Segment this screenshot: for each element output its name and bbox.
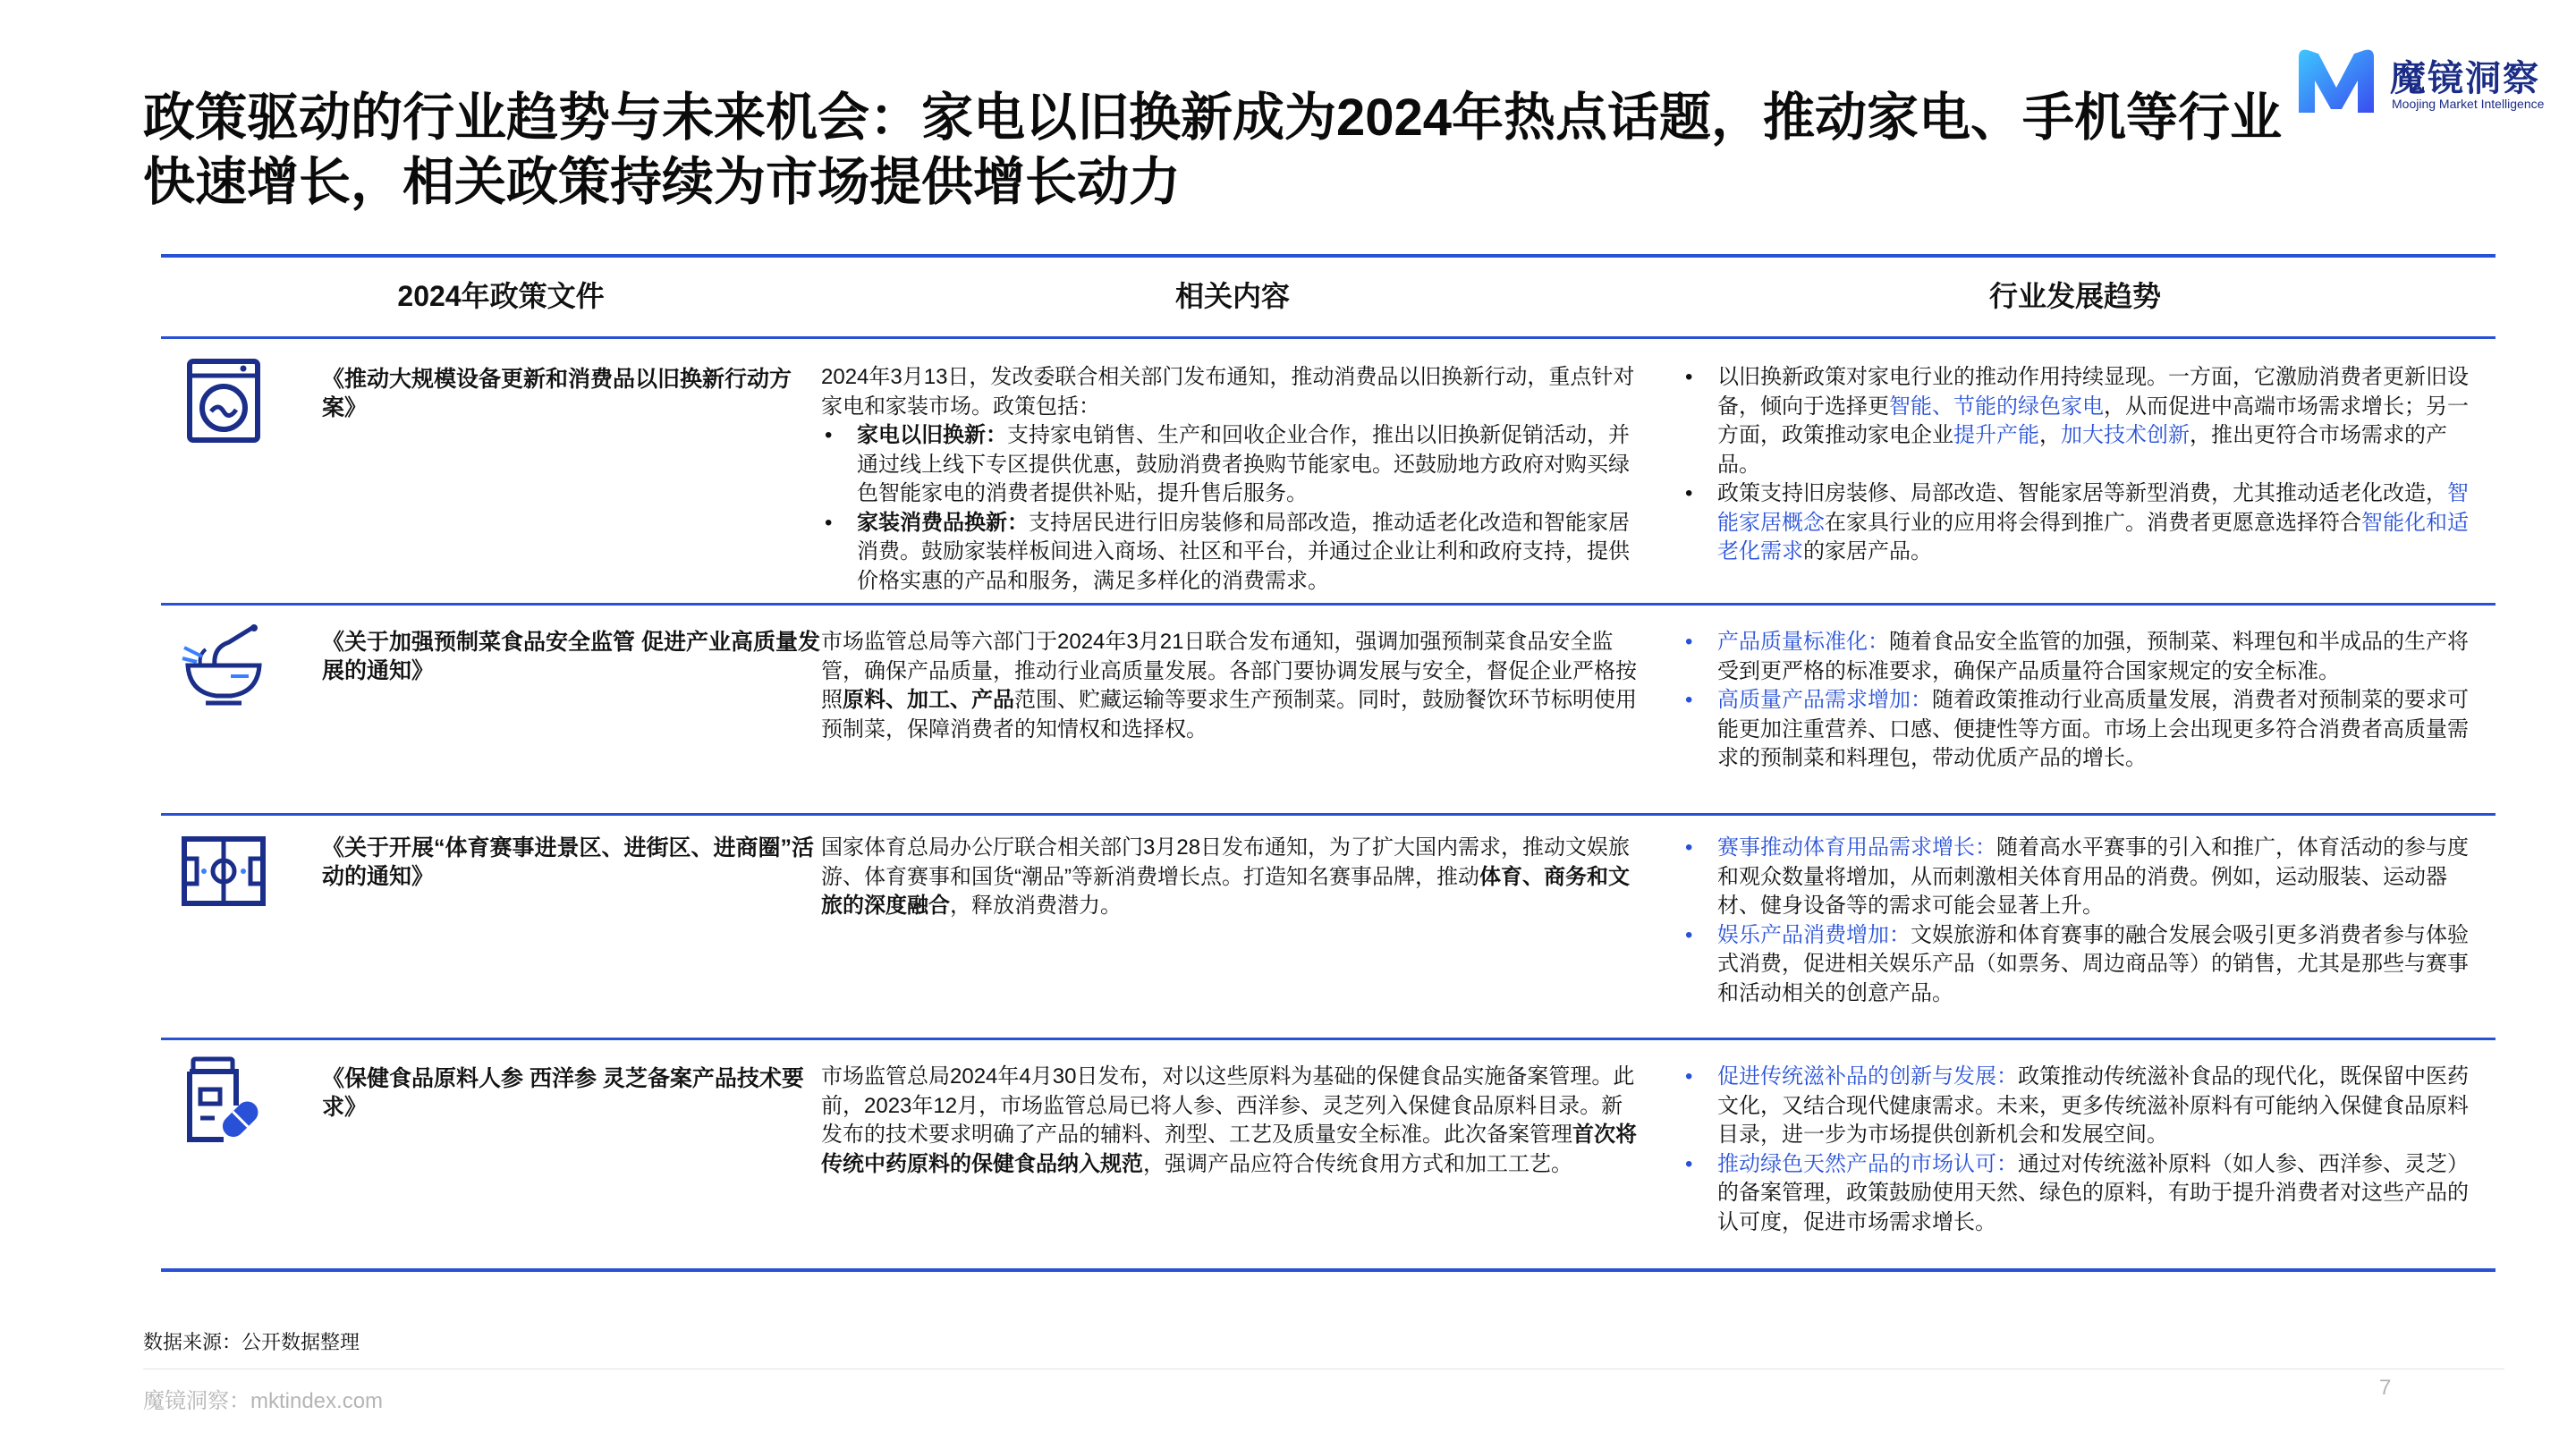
row-divider	[161, 1038, 2496, 1040]
trend-text: 通过对传统滋补原料（如人参、西洋参、灵芝）的备案管理，政策鼓励使用天然、绿色的原料，有助于提升消费者对这些产品的认可度，促进市场需求增长。	[1717, 1151, 2469, 1234]
moojing-logo-icon	[2292, 41, 2381, 122]
trend-highlight: 智能化和适老化需求	[1717, 510, 2469, 564]
trend-text: 随着高水平赛事的引入和推广，体育活动的参与度和观众数量将增加，从而刺激相关体育用品的消费。例如，运动服装、运动器材、健身设备等的需求可能会显著上升。	[1717, 835, 2469, 918]
logo-name-cn: 魔镜洞察	[2390, 59, 2540, 98]
row-divider	[161, 813, 2496, 816]
trend-text: ，从而促进中高端市场需求增长；另一方面，政策推动家电企业	[1717, 394, 2469, 447]
trend-bullet	[1682, 1063, 2469, 1150]
bullet-text: 支持家电销售、生产和回收企业合作，推出以旧换新促销活动，并通过线上线下专区提供优惠，鼓励消费者换购节能家电。还鼓励地方政府对购买绿色智能家电的消费者提供补贴，提升售后服务。	[857, 423, 1630, 505]
trend-text: 的家居产品。	[1803, 539, 1932, 564]
prepared-food-icon	[179, 621, 268, 710]
trend-bullet	[1682, 479, 2469, 567]
footer-brand-url: 魔镜洞察：mktindex.com	[143, 1389, 384, 1413]
brand-logo	[2292, 41, 2560, 122]
bullet-label: 家装消费品换新：	[857, 510, 1029, 535]
content-emphasis: 首次将传统中药原料的保健食品纳入规范	[821, 1123, 1637, 1176]
trend-bullet	[1682, 921, 2469, 1009]
trend-text: 以旧换新政策对家电行业的推动作用持续显现。一方面，它激励消费者更新旧设备，倾向于选择更	[1717, 365, 2469, 419]
content-text: 市场监管总局2024年4月30日发布，对以这些原料为基础的保健食品实施备案管理。此前，2023年12月，市场监管总局已将人参、西洋参、灵芝列入保健食品原料目录。新发布的技术要求明确了产品的辅料、剂型、工艺及质量安全标准。此次备案管理	[821, 1064, 1635, 1147]
trend-bullet	[1682, 628, 2469, 686]
trend-text: 在家具行业的应用将会得到推广。消费者更愿意选择符合	[1825, 510, 2361, 535]
industry-trend	[1682, 363, 2469, 567]
bullet-text: 支持居民进行旧房装修和局部改造，推动适老化改造和智能家居消费。鼓励家装样板间进入商场、社区和平台，并通过企业让利和政府支持，提供价格实惠的产品和服务，满足多样化的消费需求。	[857, 510, 1630, 593]
header-policy: 2024年政策文件	[397, 280, 605, 312]
trend-highlight: 智能、节能的绿色家电	[1889, 394, 2104, 419]
table-bottom-rule	[161, 1268, 2496, 1272]
data-source-note: 数据来源：公开数据整理	[143, 1331, 360, 1353]
bullet-label: 家电以旧换新：	[857, 423, 1007, 447]
trend-highlight: 促进传统滋补品的创新与发展：	[1717, 1064, 2018, 1089]
policy-content	[821, 1063, 1644, 1179]
trend-highlight: 产品质量标准化：	[1717, 630, 1889, 654]
trend-text: 文娱旅游和体育赛事的融合发展会吸引更多消费者参与体验式消费，促进相关娱乐产品（如票务、周边商品等）的销售，尤其是那些与赛事和活动相关的创意产品。	[1717, 922, 2469, 1005]
trend-highlight: 智能家居概念	[1717, 481, 2469, 535]
page-title: 政策驱动的行业趋势与未来机会：家电以旧换新成为2024年热点话题，推动家电、手机等行业快速增长，相关政策持续为市场提供增长动力	[143, 89, 2283, 211]
policy-content	[821, 628, 1644, 744]
header-rule	[161, 336, 2496, 339]
policy-title: 《保健食品原料人参 西洋参 灵芝备案产品技术要求》	[322, 1066, 804, 1120]
policy-title: 《推动大规模设备更新和消费品以旧换新行动方案》	[322, 367, 792, 420]
policy-title: 《关于加强预制菜食品安全监管 促进产业高质量发展的通知》	[322, 630, 820, 683]
industry-trend	[1682, 834, 2469, 1008]
content-text: 市场监管总局等六部门于2024年3月21日联合发布通知，强调加强预制菜食品安全监管，确保产品质量，推动行业高质量发展。各部门要协调发展与安全，督促企业严格按照	[821, 630, 1637, 712]
content-text: 范围、贮藏运输等要求生产预制菜。同时，鼓励餐饮环节标明使用预制菜，保障消费者的知情权和选择权。	[821, 688, 1637, 741]
content-bullet	[821, 421, 1644, 509]
health-supplement-icon	[179, 1055, 268, 1145]
industry-trend	[1682, 1063, 2469, 1237]
trend-text: 随着食品安全监管的加强，预制菜、料理包和半成品的生产将受到更严格的标准要求，确保产品质量符合国家规定的安全标准。	[1717, 630, 2469, 683]
content-text: 国家体育总局办公厅联合相关部门3月28日发布通知，为了扩大国内需求，推动文娱旅游、体育赛事和国货“潮品”等新消费增长点。打造知名赛事品牌，推动	[821, 835, 1631, 889]
content-emphasis: 原料、加工、产品	[843, 688, 1014, 712]
trend-bullet	[1682, 686, 2469, 774]
trend-highlight: 娱乐产品消费增加：	[1717, 922, 1911, 947]
footer-divider	[143, 1368, 2504, 1369]
trend-highlight: 推动绿色天然产品的市场认可：	[1717, 1151, 2018, 1176]
policy-content	[821, 363, 1644, 596]
table-top-rule	[161, 254, 2496, 258]
policy-content	[821, 834, 1644, 921]
content-bullet	[821, 509, 1644, 597]
sports-field-icon	[179, 826, 268, 916]
trend-text: 政策支持旧房装修、局部改造、智能家居等新型消费，尤其推动适老化改造，	[1717, 481, 2447, 505]
trend-bullet	[1682, 363, 2469, 479]
content-emphasis: 体育、商务和文旅的深度融合	[821, 864, 1630, 918]
header-trend: 行业发展趋势	[1988, 280, 2161, 312]
trend-bullet	[1682, 834, 2469, 921]
washing-machine-icon	[179, 356, 268, 445]
industry-trend	[1682, 628, 2469, 774]
trend-highlight: 加大技术创新	[2061, 423, 2190, 447]
content-intro: 2024年3月13日，发改委联合相关部门发布通知，推动消费品以旧换新行动，重点针对家电和家装市场。政策包括：	[821, 365, 1635, 419]
trend-text: ，	[2039, 423, 2061, 447]
trend-text: 政策推动传统滋补食品的现代化，既保留中医药文化，又结合现代健康需求。未来，更多传统滋补原料有可能纳入保健食品原料目录，进一步为市场提供创新机会和发展空间。	[1717, 1064, 2469, 1147]
trend-highlight: 赛事推动体育用品需求增长：	[1717, 835, 1996, 860]
content-text: ，释放消费潜力。	[950, 894, 1122, 918]
trend-text: ，推出更符合市场需求的产品。	[1717, 423, 2447, 477]
trend-highlight: 提升产能	[1953, 423, 2039, 447]
policy-title: 《关于开展“体育赛事进景区、进街区、进商圈”活动的通知》	[322, 835, 815, 889]
trend-bullet	[1682, 1150, 2469, 1238]
header-content: 相关内容	[1174, 280, 1290, 312]
trend-text: 随着政策推动行业高质量发展，消费者对预制菜的要求可能更加注重营养、口感、便捷性等方面。市场上会出现更多符合消费者高质量需求的预制菜和料理包，带动优质产品的增长。	[1717, 688, 2469, 770]
trend-highlight: 高质量产品需求增加：	[1717, 688, 1932, 712]
logo-name-en: Moojing Market Intelligence	[2392, 97, 2545, 111]
page-number: 7	[2379, 1376, 2392, 1400]
content-text: ，强调产品应符合传统食用方式和加工工艺。	[1143, 1151, 1572, 1176]
row-divider	[161, 603, 2496, 606]
